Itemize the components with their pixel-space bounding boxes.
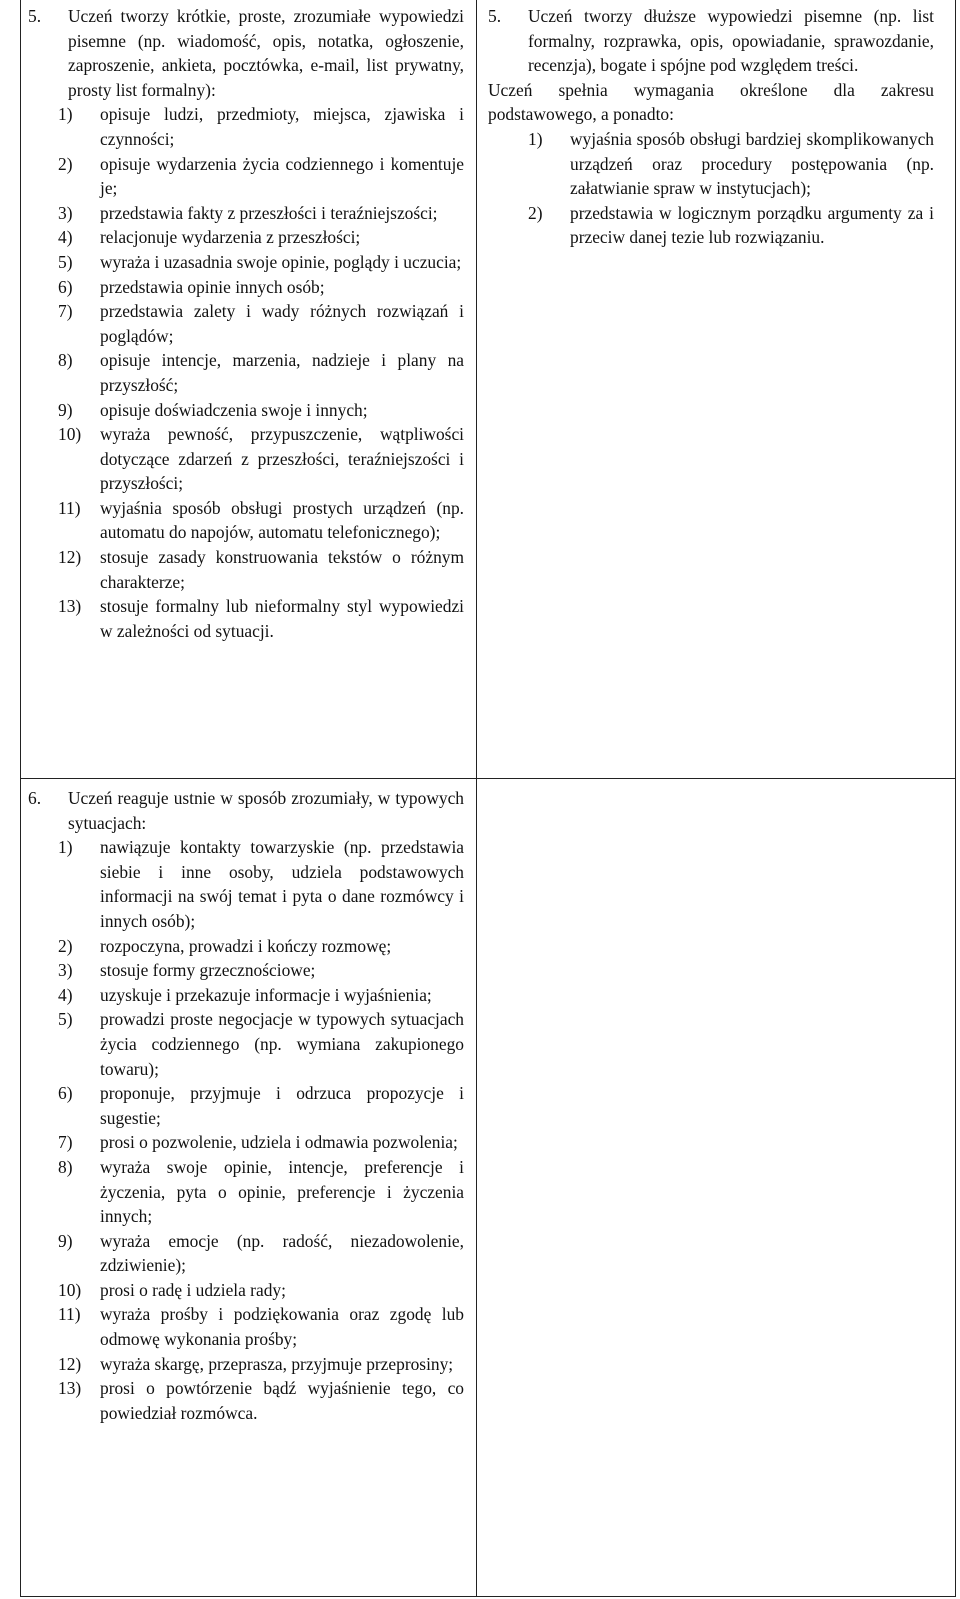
item-text: opisuje wydarzenia życia codziennego i komentuje je; bbox=[100, 153, 464, 199]
table-row-divider bbox=[20, 778, 956, 779]
item-number: 1) bbox=[58, 837, 73, 858]
item-text: wyjaśnia sposób obsługi bardziej skomplikowanych urządzeń oraz procedury postępowania (np. załatwianie spraw w instytucjach); bbox=[570, 128, 934, 199]
item-number: 8) bbox=[58, 350, 73, 371]
item-text: wyraża pewność, przypuszczenie, wątpliwości dotyczące zdarzeń z przeszłości, teraźniejszości i przyszłości; bbox=[100, 424, 464, 494]
item-number: 8) bbox=[58, 1156, 73, 1177]
item-text: przedstawia zalety i wady różnych rozwiązań i poglądów; bbox=[100, 301, 464, 346]
item-number: 6) bbox=[58, 276, 73, 297]
table-column-divider bbox=[476, 0, 477, 1597]
item-number: 10) bbox=[58, 1279, 82, 1300]
item-text: wyraża prośby i podziękowania oraz zgodę lub odmowę wykonania prośby; bbox=[100, 1304, 464, 1350]
item-number: 12) bbox=[58, 1353, 82, 1374]
table-border-left bbox=[20, 0, 21, 1597]
item-text: opisuje intencje, marzenia, nadzieje i plany na przyszłość; bbox=[100, 350, 464, 395]
item-number: 3) bbox=[58, 960, 73, 981]
list-item bbox=[58, 1302, 464, 1351]
section-heading bbox=[28, 4, 464, 102]
list-item bbox=[58, 983, 464, 1008]
item-text: rozpoczyna, prowadzi i kończy rozmowę; bbox=[100, 935, 392, 956]
item-number: 2) bbox=[58, 153, 73, 174]
item-text: wyraża swoje opinie, intencje, preferencje i życzenia, pyta o opinie, preferencje i życzenia innych; bbox=[100, 1156, 464, 1227]
list-item bbox=[58, 299, 464, 348]
item-text: stosuje zasady konstruowania tekstów o różnym charakterze; bbox=[100, 547, 464, 592]
section-title: Uczeń tworzy krótkie, proste, zrozumiałe wypowiedzi pisemne (np. wiadomość, opis, notatka, ogłoszenie, zaproszenie, ankieta, pocztówka, e-mail, list prywatny, prosty list formalny): bbox=[68, 6, 464, 100]
item-number: 2) bbox=[58, 935, 73, 956]
cell-left-bottom bbox=[28, 786, 464, 1425]
list-item bbox=[58, 934, 464, 959]
list-item bbox=[58, 348, 464, 397]
section-number: 6. bbox=[28, 788, 42, 808]
item-number: 11) bbox=[58, 1304, 81, 1325]
item-number: 7) bbox=[58, 1132, 73, 1153]
list-item bbox=[58, 1155, 464, 1229]
item-number: 5) bbox=[58, 1009, 73, 1030]
list-item bbox=[58, 398, 464, 423]
item-number: 4) bbox=[58, 227, 73, 248]
list-item bbox=[528, 201, 934, 250]
list-item bbox=[58, 1081, 464, 1130]
cell-left-top bbox=[28, 4, 464, 643]
item-text: proponuje, przyjmuje i odrzuca propozycje i sugestie; bbox=[100, 1083, 464, 1128]
item-text: przedstawia w logicznym porządku argumenty za i przeciw danej tezie lub rozwiązaniu. bbox=[570, 202, 934, 248]
cell-right-top bbox=[488, 4, 934, 250]
item-text: stosuje formy grzecznościowe; bbox=[100, 960, 316, 981]
item-text: prosi o pozwolenie, udziela i odmawia pozwolenia; bbox=[100, 1132, 458, 1153]
section-heading bbox=[488, 4, 934, 78]
list-item bbox=[58, 1007, 464, 1081]
table-border-right bbox=[955, 0, 956, 1597]
section-heading bbox=[28, 786, 464, 835]
item-number: 9) bbox=[58, 1230, 73, 1251]
section-number: 5. bbox=[488, 6, 502, 26]
item-text: przedstawia fakty z przeszłości i teraźniejszości; bbox=[100, 202, 438, 223]
list-item bbox=[58, 1229, 464, 1278]
item-text: uzyskuje i przekazuje informacje i wyjaśnienia; bbox=[100, 984, 432, 1005]
list-item bbox=[58, 152, 464, 201]
item-number: 12) bbox=[58, 547, 82, 568]
list-item bbox=[58, 1130, 464, 1155]
item-number: 6) bbox=[58, 1083, 73, 1104]
list-item bbox=[58, 958, 464, 983]
item-number: 5) bbox=[58, 251, 73, 272]
item-text: nawiązuje kontakty towarzyskie (np. przedstawia siebie i inne osoby, udziela podstawowych informacji na swój temat i pyta o dane rozmówcy i innych osób); bbox=[100, 837, 464, 931]
list-item bbox=[58, 496, 464, 545]
item-number: 1) bbox=[528, 128, 543, 149]
list-item bbox=[58, 201, 464, 226]
list-item bbox=[58, 250, 464, 275]
requirements-list bbox=[28, 835, 464, 1425]
section-intro: Uczeń spełnia wymagania określone dla zakresu podstawowego, a ponadto: bbox=[488, 79, 934, 125]
list-item bbox=[58, 835, 464, 933]
item-text: relacjonuje wydarzenia z przeszłości; bbox=[100, 227, 361, 248]
item-text: wyraża skargę, przeprasza, przyjmuje przeprosiny; bbox=[100, 1353, 454, 1374]
item-text: prosi o radę i udziela rady; bbox=[100, 1279, 286, 1300]
item-text: wyraża i uzasadnia swoje opinie, poglądy i uczucia; bbox=[100, 251, 462, 272]
list-item bbox=[58, 1352, 464, 1377]
item-number: 13) bbox=[58, 596, 82, 617]
item-number: 2) bbox=[528, 202, 543, 223]
item-number: 10) bbox=[58, 424, 82, 445]
table-border-bottom bbox=[20, 1596, 956, 1597]
item-number: 9) bbox=[58, 399, 73, 420]
section-title: Uczeń tworzy dłuższe wypowiedzi pisemne (np. list formalny, rozprawka, opis, opowiadanie, sprawozdanie, recenzja), bogate i spójne pod względem treści. bbox=[528, 6, 934, 76]
item-text: wyjaśnia sposób obsługi prostych urządzeń (np. automatu do napojów, automatu telefonicznego); bbox=[100, 497, 464, 543]
section-title: Uczeń reaguje ustnie w sposób zrozumiały, w typowych sytuacjach: bbox=[68, 788, 464, 833]
item-text: przedstawia opinie innych osób; bbox=[100, 276, 325, 297]
list-item bbox=[58, 545, 464, 594]
requirements-list bbox=[488, 127, 934, 250]
item-number: 7) bbox=[58, 301, 73, 322]
list-item bbox=[58, 102, 464, 151]
list-item bbox=[58, 422, 464, 496]
item-number: 1) bbox=[58, 104, 73, 125]
item-text: opisuje ludzi, przedmioty, miejsca, zjawiska i czynności; bbox=[100, 104, 464, 149]
list-item bbox=[58, 594, 464, 643]
item-number: 13) bbox=[58, 1378, 82, 1399]
list-item bbox=[58, 225, 464, 250]
item-text: stosuje formalny lub nieformalny styl wypowiedzi w zależności od sytuacji. bbox=[100, 596, 464, 641]
item-text: opisuje doświadczenia swoje i innych; bbox=[100, 399, 368, 420]
item-text: prosi o powtórzenie bądź wyjaśnienie tego, co powiedział rozmówca. bbox=[100, 1378, 464, 1423]
list-item bbox=[58, 1278, 464, 1303]
item-number: 3) bbox=[58, 202, 73, 223]
item-text: wyraża emocje (np. radość, niezadowolenie, zdziwienie); bbox=[100, 1230, 464, 1276]
item-number: 11) bbox=[58, 497, 81, 518]
list-item bbox=[528, 127, 934, 201]
list-item bbox=[58, 275, 464, 300]
item-text: prowadzi proste negocjacje w typowych sytuacjach życia codziennego (np. wymiana zakupionego towaru); bbox=[100, 1009, 464, 1079]
section-number: 5. bbox=[28, 6, 42, 26]
requirements-list bbox=[28, 102, 464, 643]
item-number: 4) bbox=[58, 984, 73, 1005]
list-item bbox=[58, 1376, 464, 1425]
